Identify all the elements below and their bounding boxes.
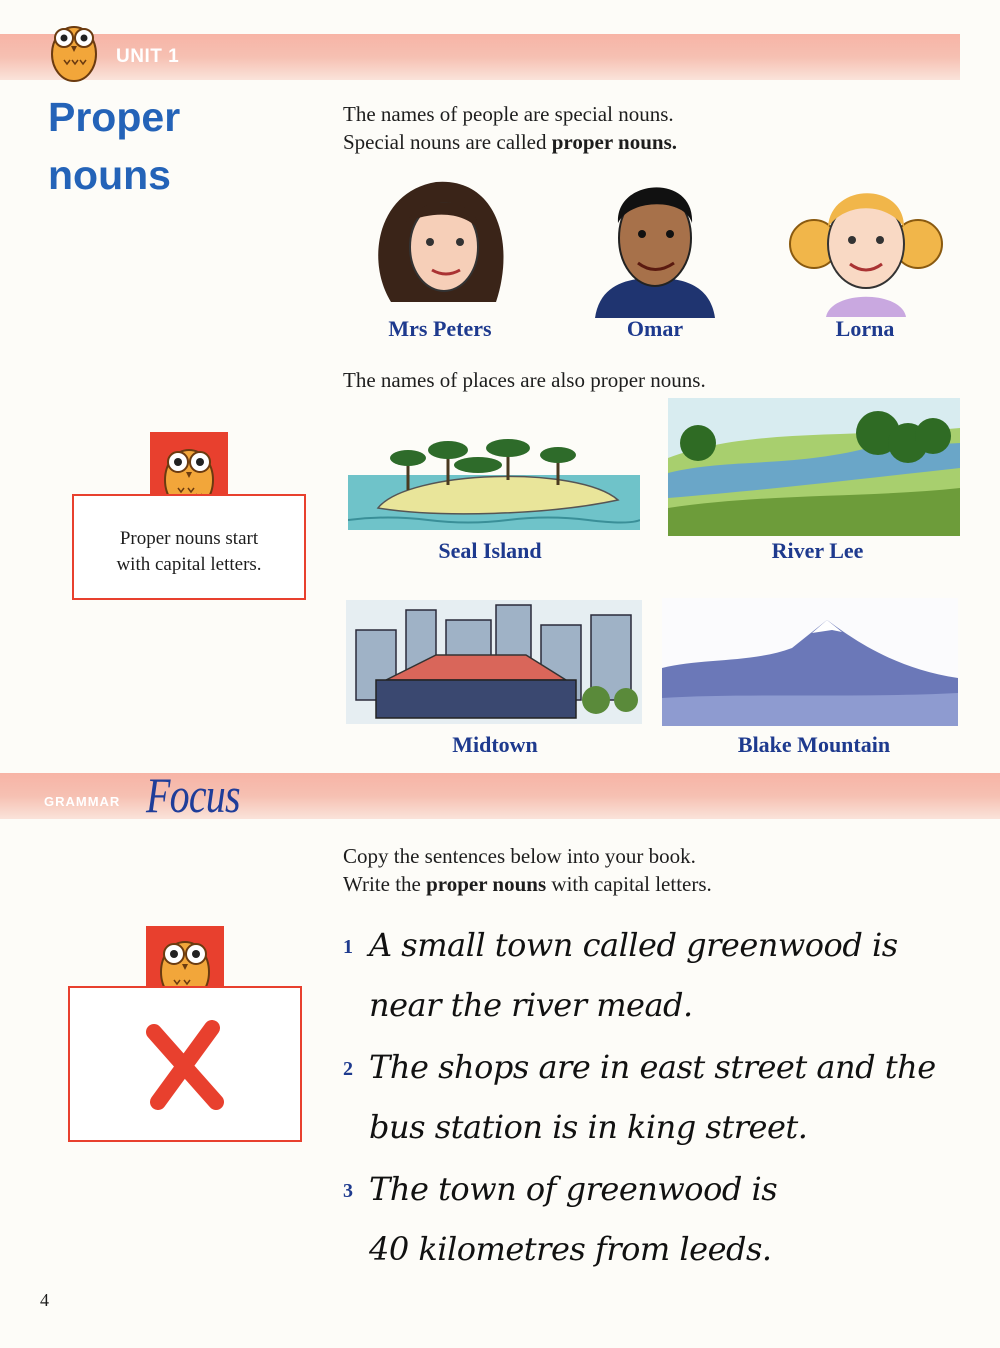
- sentence-line: A small town called greenwood is: [369, 926, 898, 964]
- sentence-line: The town of greenwood is: [369, 1170, 778, 1208]
- tip-line-2: with capital letters.: [116, 554, 262, 575]
- place-name-seal-island: Seal Island: [438, 538, 542, 563]
- sentence-line: near the river mead.: [369, 986, 693, 1024]
- cross-box: [68, 986, 302, 1142]
- cross-icon: [146, 1020, 224, 1110]
- intro-bold: proper nouns.: [551, 130, 678, 154]
- exercise-line-2-suffix: with capital letters.: [546, 872, 712, 896]
- sentence-line: The shops are in east street and the: [369, 1048, 936, 1086]
- place-name-midtown: Midtown: [452, 732, 538, 757]
- places-intro: The names of places are also proper nouns.: [343, 368, 706, 392]
- person-name-mrs-peters: Mrs Peters: [388, 316, 492, 341]
- town-illustration: [346, 600, 642, 724]
- place-name-blake-mountain: Blake Mountain: [737, 732, 891, 757]
- woman-portrait-icon: [366, 172, 516, 317]
- tip-box: [72, 494, 306, 600]
- grammar-label: GRAMMAR: [44, 794, 121, 809]
- person-name-lorna: Lorna: [835, 316, 895, 341]
- man-portrait-icon: [590, 168, 720, 318]
- river-illustration: [668, 398, 960, 536]
- tip-line-1: Proper nouns start: [119, 528, 259, 549]
- exercise-line-2: [343, 870, 712, 898]
- girl-portrait-icon: [786, 172, 946, 317]
- owl-icon: [44, 14, 104, 84]
- exercise-bold: proper nouns: [426, 872, 547, 896]
- title-line-1: Proper: [48, 94, 181, 140]
- mountain-illustration: [662, 598, 958, 726]
- exercise-line-2-prefix: Write the: [343, 872, 427, 896]
- focus-label: Focus: [146, 767, 240, 823]
- intro-line-1: The names of people are special nouns.: [343, 102, 674, 126]
- intro-text: [343, 100, 677, 156]
- page-title: [48, 88, 180, 204]
- island-illustration: [348, 420, 640, 530]
- intro-line-2-prefix: Special nouns are called: [343, 130, 552, 154]
- unit-label: UNIT 1: [116, 46, 180, 67]
- tip-text: [74, 526, 304, 578]
- exercise-line-1: Copy the sentences below into your book.: [343, 844, 696, 868]
- sentence-line: 40 kilometres from leeds.: [369, 1230, 772, 1268]
- place-name-river-lee: River Lee: [771, 538, 864, 563]
- intro-line-2: [343, 128, 677, 156]
- page-number: 4: [40, 1290, 49, 1310]
- sentence-number: 2: [343, 1058, 353, 1080]
- title-line-2: nouns: [48, 152, 171, 198]
- sentence-number: 3: [343, 1180, 353, 1202]
- sentence-number: 1: [343, 936, 353, 958]
- person-name-omar: Omar: [626, 316, 684, 341]
- exercise-instructions: [343, 842, 712, 898]
- sentence-line: bus station is in king street.: [369, 1108, 808, 1146]
